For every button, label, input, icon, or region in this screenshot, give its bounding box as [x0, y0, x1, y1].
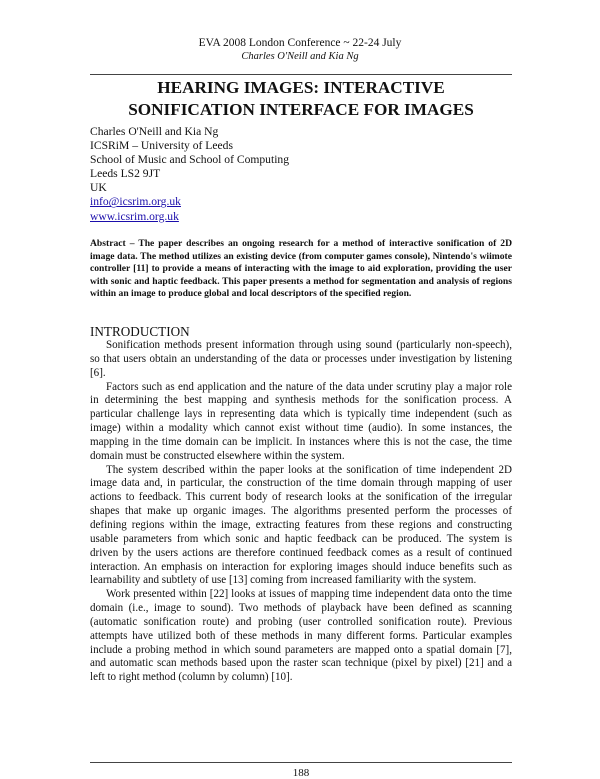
- conference-header: EVA 2008 London Conference ~ 22-24 July: [198, 37, 402, 49]
- paragraph: Work presented within [22] looks at issues of mapping time independent data onto the time domain (i.e., image to sound). Two methods of playback have been defined as scanning (automatic sonification route) and probing (user controlled sonification route). Previous attempts have utilized both of these methods in many different forms. Particular examples include a probing method in which sound parameters are mapped onto a spatial domain [7], and automatic scan methods based upon the raster scan technique (pixel by pixel) [21] and a left to right method (column by column) [10].: [90, 588, 512, 684]
- website-link[interactable]: www.icsrim.org.uk: [90, 209, 179, 223]
- title-line-2: SONIFICATION INTERFACE FOR IMAGES: [128, 100, 474, 119]
- paper-title: [90, 77, 512, 121]
- running-authors: Charles O'Neill and Kia Ng: [241, 51, 359, 62]
- page-number: 188: [292, 767, 310, 779]
- paragraph: Sonification methods present information through using sound (particularly non-speech), so that users obtain an understanding of the data or processes under investigation by listening [6].: [90, 339, 512, 379]
- footer-divider: [90, 762, 512, 763]
- email-link[interactable]: info@icsrim.org.uk: [90, 195, 181, 209]
- author-names: Charles O'Neill and Kia Ng: [90, 125, 219, 138]
- introduction-body: [90, 339, 512, 685]
- author-affiliation-block: [90, 125, 510, 224]
- paragraph: The system described within the paper looks at the sonification of time independent 2D image data and, in particular, the construction of the time domain through mapping of user actions to feedback. This current body of research looks at the sonification of the irregular shapes that make up organic images. The algorithms presented perform the processes of defining regions within the image, extracting features from these regions and constructing usable parameters from which sonic and haptic feedback can be produced. The system is driven by the users actions are therefore continued feedback comes as a result of continued interaction. An emphasis on interaction for exploring images should induce benefits such as learnability and subtlety of use [13] coming from increased familiarity with the system.: [90, 463, 512, 587]
- institute-name: ICSRiM – University of Leeds: [90, 139, 233, 153]
- school-name: School of Music and School of Computing: [90, 153, 290, 167]
- header-divider: [90, 74, 512, 75]
- abstract: Abstract – The paper describes an ongoing research for a method of interactive sonification of 2D image data. The method utilizes an existing device (from computer games console), Nintendo's wiimote controller [11] to provide a means of interacting with the image to aid exploration, providing the user with sonic and haptic feedback. This paper presents a method for segmentation and analysis of regions within an image to produce global and local descriptors of the specified region.: [90, 238, 512, 300]
- section-heading-introduction: INTRODUCTION: [90, 324, 190, 339]
- paragraph: Factors such as end application and the nature of the data under scrutiny play a major role in determining the best mapping and synthesis methods for the sonification process. A particular challenge lays in representing data which is typically time independent (such as image) within a modality which cannot exist without time (audio). In some instances, the mapping in the time domain can be implicit. In instances where this is not the case, the time domain must be constructed elsewhere within the system.: [90, 380, 512, 462]
- city-postcode: Leeds LS2 9JT: [90, 167, 161, 181]
- country: UK: [90, 181, 107, 195]
- running-head: [90, 36, 510, 63]
- title-line-1: HEARING IMAGES: INTERACTIVE: [157, 78, 445, 97]
